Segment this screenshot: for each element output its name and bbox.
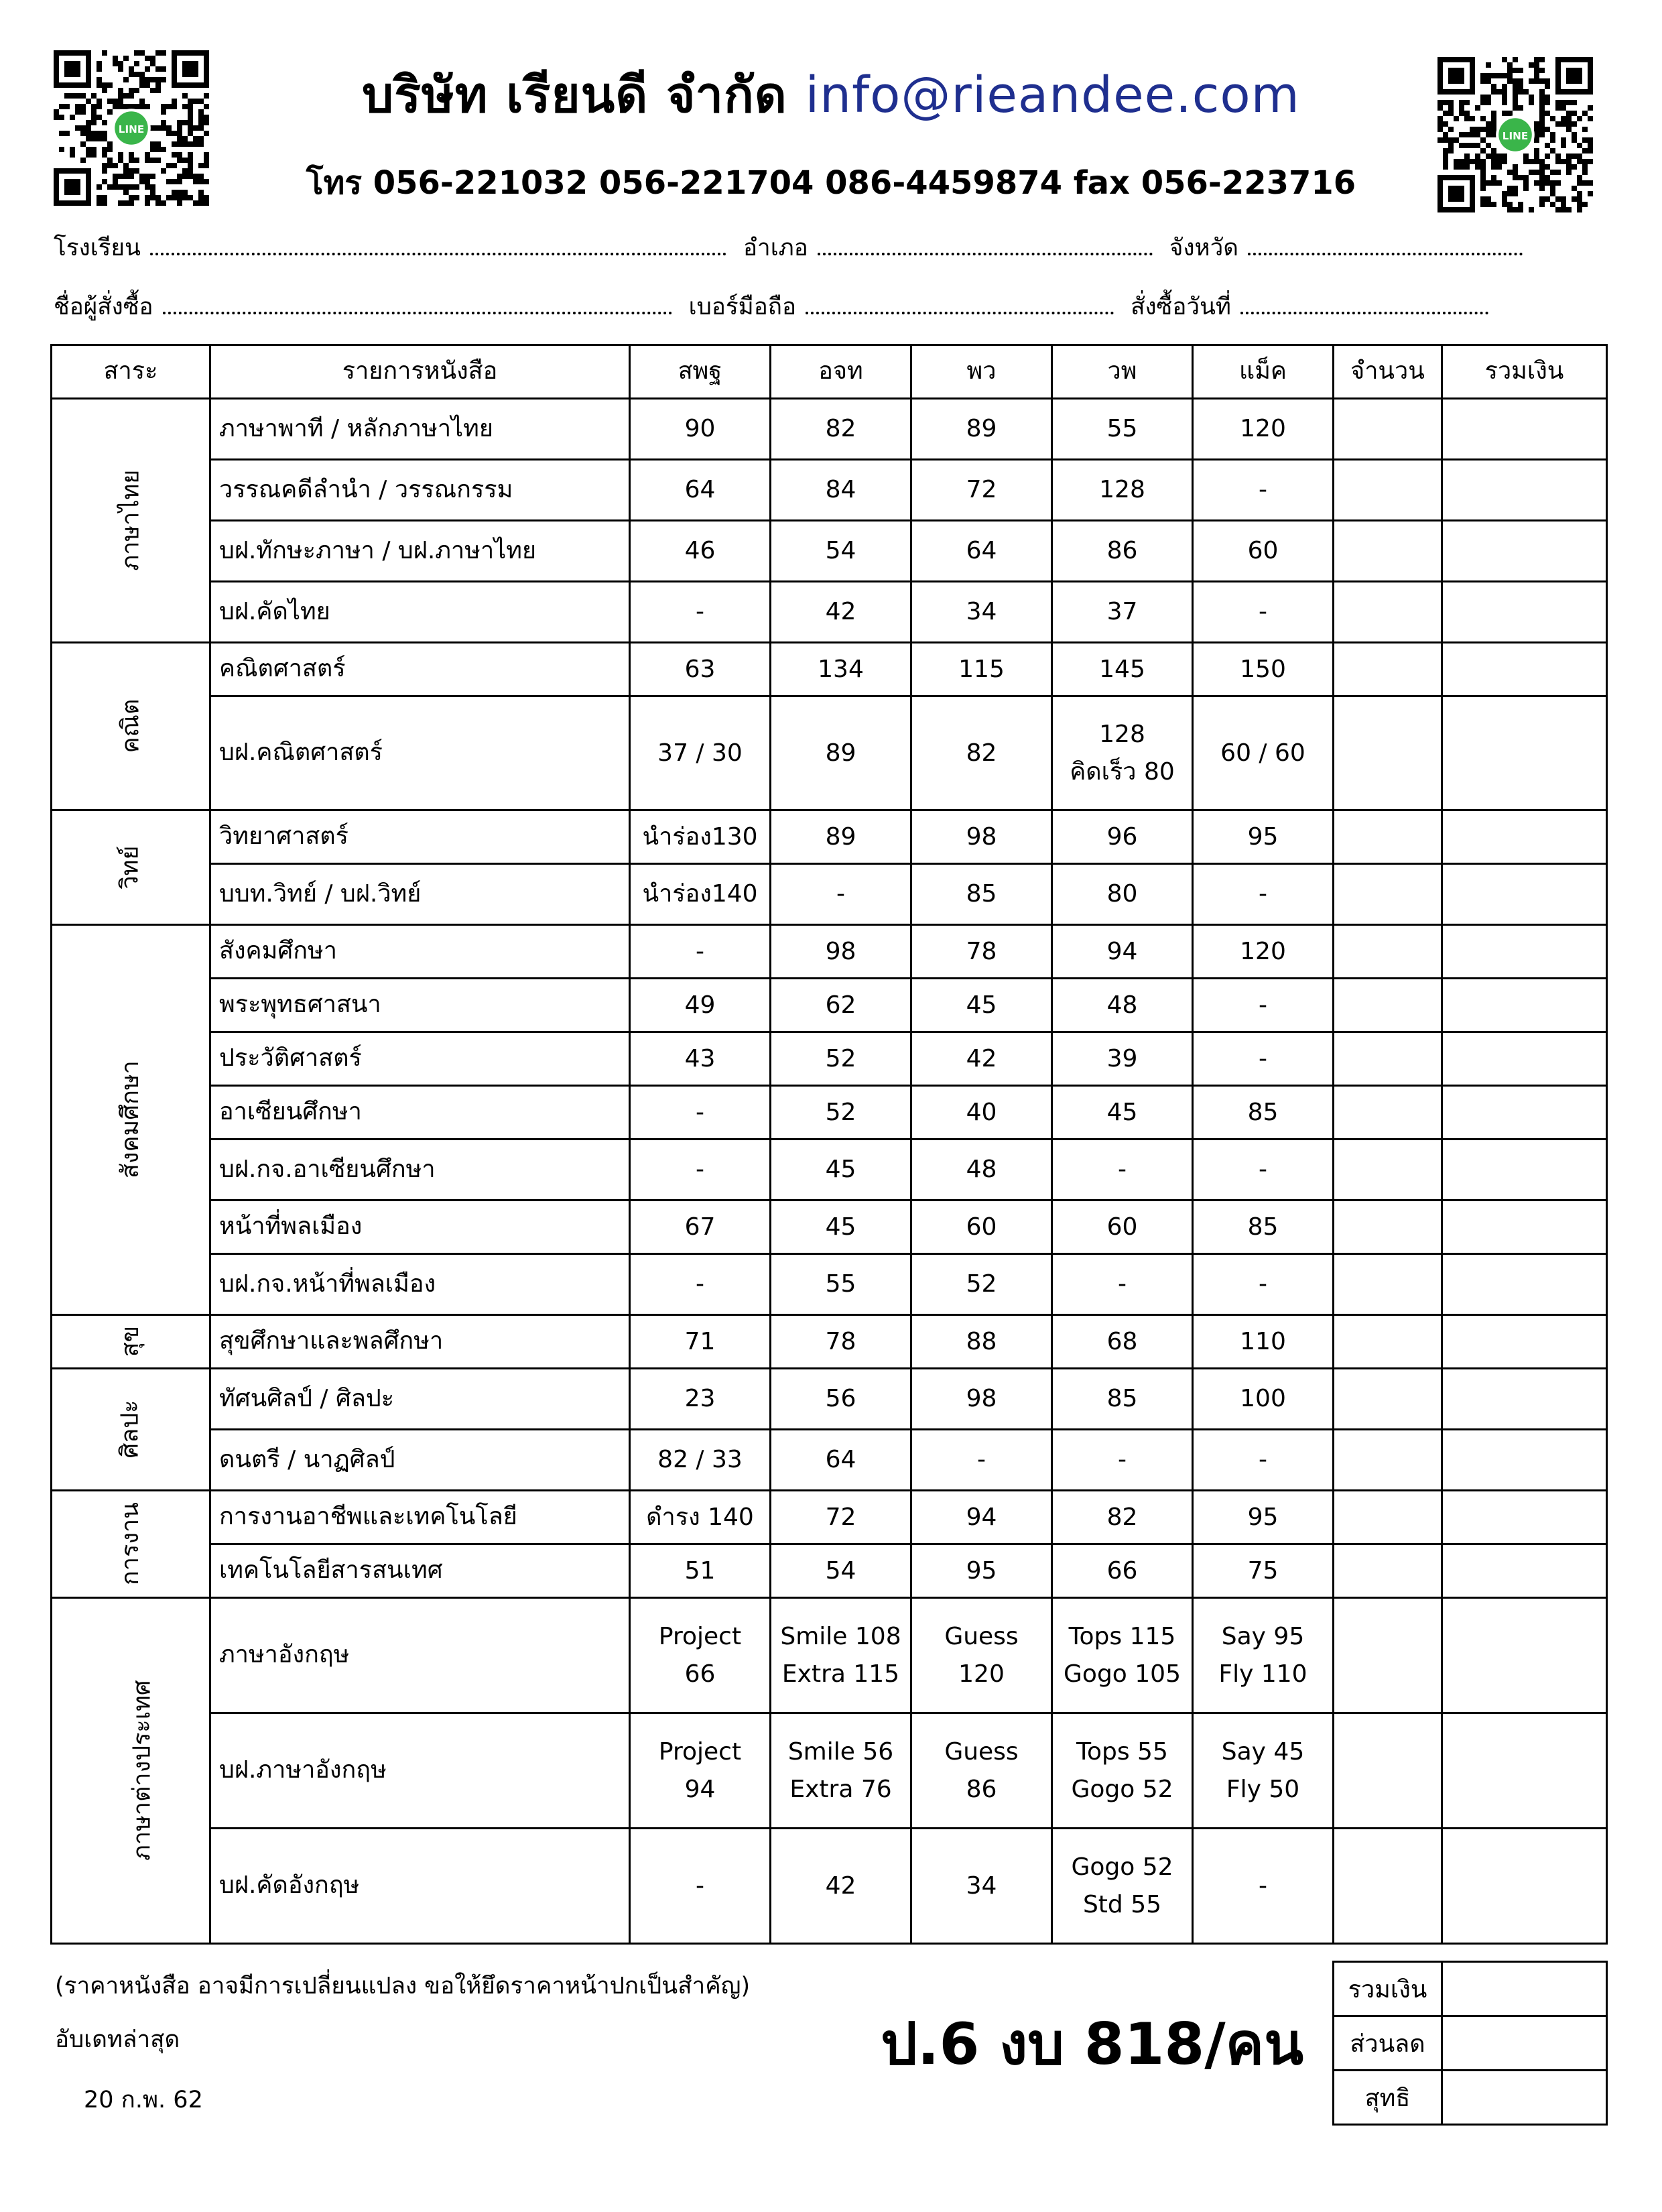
row-total-cell[interactable] (1442, 979, 1607, 1032)
price-cell: - (1052, 1140, 1193, 1201)
table-row (52, 643, 1607, 696)
book-title: บฝ.กจ.หน้าที่พลเมือง (210, 1254, 630, 1315)
quantity-cell[interactable] (1334, 696, 1442, 810)
row-total-cell[interactable] (1442, 696, 1607, 810)
price-cell: 94 (1052, 925, 1193, 979)
quantity-cell[interactable] (1334, 582, 1442, 643)
header-publisher: สพฐ (630, 345, 771, 399)
table-row (52, 1201, 1607, 1254)
price-cell: 34 (911, 1829, 1052, 1944)
price-cell: 23 (630, 1369, 771, 1430)
table-row (52, 1713, 1607, 1829)
price-cell: 62 (771, 979, 911, 1032)
subject-cell (52, 810, 210, 925)
book-title: ประวัติศาสตร์ (210, 1032, 630, 1086)
price-cell: - (771, 864, 911, 925)
price-cell: 90 (630, 399, 771, 460)
company-phone: โทร 056-221032 056-221704 086-4459874 fax 056-223716 (306, 164, 1356, 202)
table-row (52, 399, 1607, 460)
price-cell: 100 (1193, 1369, 1334, 1430)
price-cell: 150 (1193, 643, 1334, 696)
book-title: อาเซียนศึกษา (210, 1086, 630, 1140)
quantity-cell[interactable] (1334, 1598, 1442, 1713)
book-title: บฝ.ทักษะภาษา / บฝ.ภาษาไทย (210, 521, 630, 582)
price-cell: 95 (911, 1544, 1052, 1598)
row-total-cell[interactable] (1442, 1491, 1607, 1544)
quantity-cell[interactable] (1334, 399, 1442, 460)
row-total-cell[interactable] (1442, 925, 1607, 979)
table-row (52, 1315, 1607, 1369)
row-total-cell[interactable] (1442, 1254, 1607, 1315)
book-title: บฝ.กจ.อาเซียนศึกษา (210, 1140, 630, 1201)
price-cell: 60 (1052, 1201, 1193, 1254)
form-row-school (54, 229, 1608, 266)
price-cell: - (1193, 1254, 1334, 1315)
price-note: (ราคาหนังสือ อาจมีการเปลี่ยนแปลง ขอให้ยึดราคาหน้าปกเป็นสำคัญ) (55, 1973, 751, 2000)
mobile-label: เบอร์มือถือ (688, 294, 796, 320)
book-title: บบท.วิทย์ / บฝ.วิทย์ (210, 864, 630, 925)
book-title: หน้าที่พลเมือง (210, 1201, 630, 1254)
subject-label: ศิลปะ (116, 1400, 144, 1459)
price-cell: - (1193, 1140, 1334, 1201)
price-cell: 37 (1052, 582, 1193, 643)
price-cell: Guess 120 (911, 1598, 1052, 1713)
subject-label: สุข (116, 1326, 144, 1357)
price-cell: 82 (771, 399, 911, 460)
summary-label: ส่วนลด (1334, 2016, 1442, 2071)
company-email[interactable]: info@rieandee.com (805, 66, 1300, 124)
price-cell: 67 (630, 1201, 771, 1254)
price-cell: 48 (911, 1140, 1052, 1201)
price-cell: 52 (771, 1032, 911, 1086)
book-title: ภาษาอังกฤษ (210, 1598, 630, 1713)
row-total-cell[interactable] (1442, 1598, 1607, 1713)
price-cell: 40 (911, 1086, 1052, 1140)
price-cell: Guess 86 (911, 1713, 1052, 1829)
table-row (52, 1598, 1607, 1713)
row-total-cell[interactable] (1442, 1713, 1607, 1829)
row-total-cell[interactable] (1442, 399, 1607, 460)
book-title: สังคมศึกษา (210, 925, 630, 979)
price-cell: 85 (1193, 1086, 1334, 1140)
subject-cell (52, 1369, 210, 1491)
company-header (201, 55, 1461, 134)
price-cell: 55 (1052, 399, 1193, 460)
price-cell: 66 (1052, 1544, 1193, 1598)
row-total-cell[interactable] (1442, 1315, 1607, 1369)
price-cell: 56 (771, 1369, 911, 1430)
price-cell: 39 (1052, 1032, 1193, 1086)
svg-text:LINE: LINE (118, 123, 145, 136)
price-cell: Tops 55 Gogo 52 (1052, 1713, 1193, 1829)
price-cell: 52 (911, 1254, 1052, 1315)
price-cell: - (1193, 460, 1334, 521)
price-cell: 64 (630, 460, 771, 521)
quantity-cell[interactable] (1334, 1201, 1442, 1254)
price-cell: 96 (1052, 810, 1193, 864)
table-row (52, 1491, 1607, 1544)
price-cell: 42 (771, 1829, 911, 1944)
quantity-cell[interactable] (1334, 1254, 1442, 1315)
book-title: คณิตศาสตร์ (210, 643, 630, 696)
price-cell: 145 (1052, 643, 1193, 696)
price-cell: Say 95 Fly 110 (1193, 1598, 1334, 1713)
subject-label: คณิต (116, 699, 144, 753)
table-row (52, 925, 1607, 979)
quantity-cell[interactable] (1334, 521, 1442, 582)
price-cell: 60 (911, 1201, 1052, 1254)
school-label: โรงเรียน (54, 235, 141, 261)
price-cell: 89 (771, 810, 911, 864)
header-publisher: อจท (771, 345, 911, 399)
price-cell: - (630, 1140, 771, 1201)
price-cell: 84 (771, 460, 911, 521)
quantity-cell[interactable] (1334, 864, 1442, 925)
quantity-cell[interactable] (1334, 1491, 1442, 1544)
row-total-cell[interactable] (1442, 1369, 1607, 1430)
price-cell: 89 (911, 399, 1052, 460)
price-cell: - (630, 1086, 771, 1140)
line-badge-icon (1496, 115, 1535, 154)
price-cell: 42 (771, 582, 911, 643)
header-publisher: วพ (1052, 345, 1193, 399)
row-total-cell[interactable] (1442, 1201, 1607, 1254)
table-row (52, 582, 1607, 643)
quantity-cell[interactable] (1334, 810, 1442, 864)
subject-cell (52, 925, 210, 1315)
price-cell: - (911, 1430, 1052, 1491)
table-row (52, 696, 1607, 810)
subject-cell (52, 1491, 210, 1598)
subject-label: ภาษาไทย (116, 470, 144, 571)
price-cell: 71 (630, 1315, 771, 1369)
header-total: รวมเงิน (1442, 345, 1607, 399)
summary-row (1334, 2071, 1607, 2125)
summary-value-cell[interactable] (1442, 1962, 1607, 2016)
price-cell: 98 (911, 1369, 1052, 1430)
price-cell: - (630, 1254, 771, 1315)
quantity-cell[interactable] (1334, 1544, 1442, 1598)
school-field[interactable] (150, 247, 726, 255)
price-cell: 55 (771, 1254, 911, 1315)
price-cell: Project 94 (630, 1713, 771, 1829)
district-field[interactable] (818, 247, 1153, 255)
qr-code-icon (54, 50, 209, 206)
price-cell: Gogo 52 Std 55 (1052, 1829, 1193, 1944)
subject-label: วิทย์ (116, 845, 144, 889)
price-cell: - (1193, 1032, 1334, 1086)
table-header-row (52, 345, 1607, 399)
table-row (52, 979, 1607, 1032)
row-total-cell[interactable] (1442, 810, 1607, 864)
price-cell: 60 (1193, 521, 1334, 582)
table-row (52, 1254, 1607, 1315)
price-cell: - (1193, 1430, 1334, 1491)
table-row (52, 1086, 1607, 1140)
price-cell: นำร่อง130 (630, 810, 771, 864)
price-cell: 120 (1193, 399, 1334, 460)
buyer-label: ชื่อผู้สั่งซื้อ (54, 294, 153, 320)
book-title: วรรณคดีลำนำ / วรรณกรรม (210, 460, 630, 521)
table-row (52, 1140, 1607, 1201)
price-cell: 128 คิดเร็ว 80 (1052, 696, 1193, 810)
price-cell: 86 (1052, 521, 1193, 582)
row-total-cell[interactable] (1442, 1544, 1607, 1598)
subject-label: การงาน (116, 1502, 144, 1586)
row-total-cell[interactable] (1442, 1430, 1607, 1491)
price-cell: 115 (911, 643, 1052, 696)
price-cell: - (1193, 582, 1334, 643)
price-cell: 88 (911, 1315, 1052, 1369)
price-cell: 60 / 60 (1193, 696, 1334, 810)
quantity-cell[interactable] (1334, 1713, 1442, 1829)
price-cell: - (1193, 979, 1334, 1032)
quantity-cell[interactable] (1334, 925, 1442, 979)
quantity-cell[interactable] (1334, 979, 1442, 1032)
quantity-cell[interactable] (1334, 1140, 1442, 1201)
price-cell: - (1193, 864, 1334, 925)
price-cell: 52 (771, 1086, 911, 1140)
price-cell: - (1052, 1430, 1193, 1491)
price-cell: 85 (1193, 1201, 1334, 1254)
quantity-cell[interactable] (1334, 460, 1442, 521)
price-cell: 46 (630, 521, 771, 582)
price-cell: 72 (911, 460, 1052, 521)
line-badge-icon (112, 109, 151, 147)
price-cell: 68 (1052, 1315, 1193, 1369)
book-title: บฝ.คัดอังกฤษ (210, 1829, 630, 1944)
price-cell: 95 (1193, 810, 1334, 864)
subject-cell (52, 643, 210, 810)
summary-row (1334, 2016, 1607, 2071)
summary-table (1332, 1961, 1608, 2126)
price-cell: 42 (911, 1032, 1052, 1086)
price-cell: 34 (911, 582, 1052, 643)
table-row (52, 1544, 1607, 1598)
book-title: การงานอาชีพและเทคโนโลยี (210, 1491, 630, 1544)
price-cell: 95 (1193, 1491, 1334, 1544)
summary-value-cell[interactable] (1442, 2016, 1607, 2071)
price-cell: - (630, 582, 771, 643)
price-cell: 72 (771, 1491, 911, 1544)
province-field[interactable] (1248, 247, 1523, 255)
price-cell: 63 (630, 643, 771, 696)
price-cell: นำร่อง140 (630, 864, 771, 925)
price-cell: 45 (771, 1140, 911, 1201)
price-cell: 45 (911, 979, 1052, 1032)
price-cell: - (630, 925, 771, 979)
row-total-cell[interactable] (1442, 864, 1607, 925)
price-cell: 45 (771, 1201, 911, 1254)
book-title: สุขศึกษาและพลศึกษา (210, 1315, 630, 1369)
district-label: อำเภอ (743, 235, 808, 261)
row-total-cell[interactable] (1442, 1032, 1607, 1086)
price-cell: 120 (1193, 925, 1334, 979)
province-label: จังหวัด (1169, 235, 1238, 261)
table-row (52, 864, 1607, 925)
row-total-cell[interactable] (1442, 521, 1607, 582)
header-publisher: แม็ค (1193, 345, 1334, 399)
price-cell: 82 (1052, 1491, 1193, 1544)
price-cell: Say 45 Fly 50 (1193, 1713, 1334, 1829)
price-cell: 48 (1052, 979, 1193, 1032)
header-publisher: พว (911, 345, 1052, 399)
price-cell: Smile 108 Extra 115 (771, 1598, 911, 1713)
price-cell: ดำรง 140 (630, 1491, 771, 1544)
table-row (52, 460, 1607, 521)
table-row (52, 1430, 1607, 1491)
book-title: บฝ.ภาษาอังกฤษ (210, 1713, 630, 1829)
quantity-cell[interactable] (1334, 643, 1442, 696)
qr-code-left-icon (54, 50, 209, 206)
table-row (52, 521, 1607, 582)
row-total-cell[interactable] (1442, 582, 1607, 643)
summary-value-cell[interactable] (1442, 2071, 1607, 2125)
book-title: บฝ.คณิตศาสตร์ (210, 696, 630, 810)
quantity-cell[interactable] (1334, 1315, 1442, 1369)
quantity-cell[interactable] (1334, 1032, 1442, 1086)
price-cell: - (1052, 1254, 1193, 1315)
book-title: ภาษาพาที / หลักภาษาไทย (210, 399, 630, 460)
subject-cell (52, 399, 210, 643)
price-cell: 51 (630, 1544, 771, 1598)
price-cell: 80 (1052, 864, 1193, 925)
price-cell: 54 (771, 521, 911, 582)
row-total-cell[interactable] (1442, 1086, 1607, 1140)
form-row-buyer (54, 288, 1608, 325)
quantity-cell[interactable] (1334, 1430, 1442, 1491)
subject-label: ภาษาต่างประเทศ (128, 1680, 156, 1861)
quantity-cell[interactable] (1334, 1369, 1442, 1430)
book-title: ดนตรี / นาฏศิลป์ (210, 1430, 630, 1491)
subject-cell (52, 1598, 210, 1944)
book-title: เทคโนโลยีสารสนเทศ (210, 1544, 630, 1598)
company-name: บริษัท เรียนดี จำกัด (362, 66, 787, 124)
budget-per-student: ป.6 งบ 818/คน (881, 2011, 1303, 2078)
price-cell: - (1193, 1829, 1334, 1944)
price-cell: 82 / 33 (630, 1430, 771, 1491)
book-title: พระพุทธศาสนา (210, 979, 630, 1032)
price-cell: 134 (771, 643, 911, 696)
quantity-cell[interactable] (1334, 1829, 1442, 1944)
updated-date: 20 ก.พ. 62 (84, 2087, 203, 2113)
summary-row (1334, 1962, 1607, 2016)
subject-cell (52, 1315, 210, 1369)
price-cell: 98 (911, 810, 1052, 864)
svg-text:LINE: LINE (1502, 130, 1529, 143)
mobile-field[interactable] (806, 306, 1114, 314)
price-cell: 49 (630, 979, 771, 1032)
table-row (52, 1829, 1607, 1944)
summary-label: รวมเงิน (1334, 1962, 1442, 2016)
book-title: วิทยาศาสตร์ (210, 810, 630, 864)
book-price-table (50, 344, 1608, 1945)
row-total-cell[interactable] (1442, 1140, 1607, 1201)
summary-label: สุทธิ (1334, 2071, 1442, 2125)
updated-label: อับเดทล่าสุด (55, 2026, 180, 2053)
row-total-cell[interactable] (1442, 460, 1607, 521)
book-title: บฝ.คัดไทย (210, 582, 630, 643)
price-cell: 89 (771, 696, 911, 810)
row-total-cell[interactable] (1442, 643, 1607, 696)
price-cell: 78 (911, 925, 1052, 979)
order-date-field[interactable] (1240, 306, 1488, 314)
buyer-field[interactable] (163, 306, 672, 314)
price-cell: 128 (1052, 460, 1193, 521)
price-cell: 64 (911, 521, 1052, 582)
price-cell: Smile 56 Extra 76 (771, 1713, 911, 1829)
table-row (52, 1369, 1607, 1430)
row-total-cell[interactable] (1442, 1829, 1607, 1944)
header-subject: สาระ (52, 345, 210, 399)
price-cell: 37 / 30 (630, 696, 771, 810)
price-cell: 78 (771, 1315, 911, 1369)
quantity-cell[interactable] (1334, 1086, 1442, 1140)
header-book: รายการหนังสือ (210, 345, 630, 399)
price-cell: 54 (771, 1544, 911, 1598)
price-cell: Project 66 (630, 1598, 771, 1713)
table-row (52, 1032, 1607, 1086)
price-cell: 85 (1052, 1369, 1193, 1430)
book-title: ทัศนศิลป์ / ศิลปะ (210, 1369, 630, 1430)
price-cell: 45 (1052, 1086, 1193, 1140)
price-cell: - (630, 1829, 771, 1944)
price-cell: Tops 115 Gogo 105 (1052, 1598, 1193, 1713)
price-cell: 85 (911, 864, 1052, 925)
price-cell: 82 (911, 696, 1052, 810)
header-quantity: จำนวน (1334, 345, 1442, 399)
price-cell: 43 (630, 1032, 771, 1086)
table-row (52, 810, 1607, 864)
price-cell: 110 (1193, 1315, 1334, 1369)
price-cell: 75 (1193, 1544, 1334, 1598)
order-date-label: สั่งซื้อวันที่ (1131, 294, 1231, 320)
price-cell: 64 (771, 1430, 911, 1491)
price-cell: 98 (771, 925, 911, 979)
subject-label: สังคมศึกษา (116, 1060, 144, 1179)
price-cell: 94 (911, 1491, 1052, 1544)
